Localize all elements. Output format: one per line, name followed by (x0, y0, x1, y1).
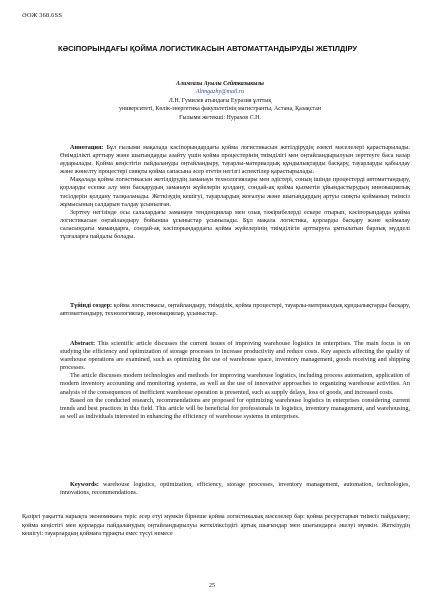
udc-code: ӘОЖ 368.6SS (22, 12, 63, 19)
author-email[interactable]: Alimgazhy@mail.ru (195, 89, 245, 96)
keywords-english (60, 481, 410, 497)
author-name: Алимгазы Ауылы Сейтказыкызы (176, 81, 264, 87)
advisor-line: Ғылыми жетекші: Нурахов С.Н. (179, 114, 261, 121)
abstract-kazakh-text-1: Бұл ғылыми мақалада кәсіпорындардағы қойма логистикасын жетілдірудің өзекті мәселелері қарастырылады. Өнімділікті арттыру және шығындарды азайту үшін қойма процестерінің тиімділігі мен оңтайландырылуын зерттеуге баса назар аударылады. Қойма кеңістігін пайдалануды оңтайландыру, тауарлы-материалдық құндылықтарды басқару, тауарларды қабылдау және жөнелту процестері сияқты қойма сапасына әсер ететін негізгі аспектілер қарастырылады. (60, 144, 411, 176)
abstract-kazakh-p1 (60, 144, 410, 176)
abstract-english-p2 (60, 372, 410, 396)
affiliation-line-2: университеті, Көлік-энергетика факультетінің магистранты, Астана, Қазақстан (119, 106, 321, 113)
abstract-english-text-2: The article discusses modern technologies and methods for improving warehouse logistics, including process automation, application of modern inventory accounting and monitoring systems, as well as the use of innovative approaches to organizing warehouse activities. An analysis of the consequences of inefficient warehouse operation is presented, such as supply delays, loss of goods, and increased costs. (60, 372, 410, 396)
affiliation-line-1: Л.Н. Гумилев атындағы Еуразия ұлттық (168, 97, 272, 104)
article-title: КӘСІПОРЫНДАҒЫ ҚОЙМА ЛОГИСТИКАСЫН АВТОМАТТАНДЫРУДЫ ЖЕТІЛДІРУ (58, 44, 358, 53)
abstract-english-p1 (60, 340, 410, 372)
abstract-english-text-1: This scientific article discusses the current issues of improving warehouse logistics in enterprises. The main focus is on studying the efficiency and optimization of storage processes to increase productivity and reduce costs. Key aspects affecting the quality of warehouse operations are examined, such as optimizing the use of warehouse space, inventory management, goods receiving and shipping processes. (60, 340, 411, 372)
keywords-kazakh (60, 302, 410, 318)
abstract-kazakh-p2 (60, 176, 410, 208)
abstract-english-label: Abstract: (70, 340, 96, 347)
author-block (70, 80, 370, 122)
abstract-english (60, 340, 410, 421)
abstract-english-text-3: Based on the conducted research, recommendations are proposed for optimizing warehouse logistics in enterprises considering current trends and best practices in this field. This article will be beneficial for professionals in logistics, inventory management, and warehousing, as well as individuals interested in enhancing the efficiency of warehouse systems in enterprises. (60, 396, 410, 420)
keywords-kazakh-text: қойма логистикасы, оңтайландыру, тиімділік, қойма процестері, тауарлы-материалдық құндылықтарды басқару, автоматтандыру, технологиялар, инновациялар, ұсыныстар. (60, 302, 410, 318)
body-paragraph (22, 513, 410, 539)
abstract-kazakh-text-2: Мақалада қойма логистикасын жетілдірудің заманауи технологиялары мен әдістері, соның ішінде процестерді автоматтандыру, қорларды есепке алу мен басқарудың заманауи жүйелерін қолдану, сондай-ақ қойма қызметін ұйымдастырудың инновациялық тәсілдерін қолдану талқыланады. Жеткізудің кешігуі, тауарлардың жоғалуы және шығындардың артуы сияқты қойманың тиімсіз жұмысының салдарын талдау ұсынылған. (60, 176, 410, 208)
abstract-kazakh-text-3: Зерттеу негізінде осы салалардағы заманауи тенденциялар мен озық тәжірибелерді ескере отырып, кәсіпорындарда қойма логистикасын оңтайландыру бойынша ұсыныстар ұсынылады. Бұл мақала логистика, қорларды басқару және қоймалау саласындағы мамандарға, сондай-ақ кәсіпорындардағы қойма жүйелерінің тиімділігін арттыруға ұмтылатын барлық мүдделі тұлғаларға пайдалы болады. (60, 208, 410, 241)
abstract-english-p3 (60, 397, 410, 421)
body-paragraph-text: Қазіргі уақытта нарықта экономикаға теріс әсер етуі мүмкін бірнеше қойма логистикалық мәселелер бар: қойма ресурстарын тиімсіз пайдалану; қойма кеңістігі мен қорларды пайдаланудың оңтайландырылуы жеткіліксіздігі артық шығындар мен шығындарға әкелуі мүмкін. Жеткізудің кешігуі: тауарлардың қоймаға тұрақты емес түсуі немесе (22, 513, 410, 538)
keywords-english-label: Keywords: (70, 481, 99, 488)
abstract-kazakh-label: Аннотация: (70, 144, 104, 151)
abstract-kazakh (60, 144, 410, 241)
keywords-kazakh-label: Түйінді сөздер: (70, 302, 113, 309)
page-number: 25 (209, 583, 215, 589)
abstract-kazakh-p3 (60, 209, 410, 241)
keywords-english-text: warehouse logistics, optimization, efficiency, storage processes, inventory management, automation, technologies, innovations, recommendations. (60, 481, 410, 497)
